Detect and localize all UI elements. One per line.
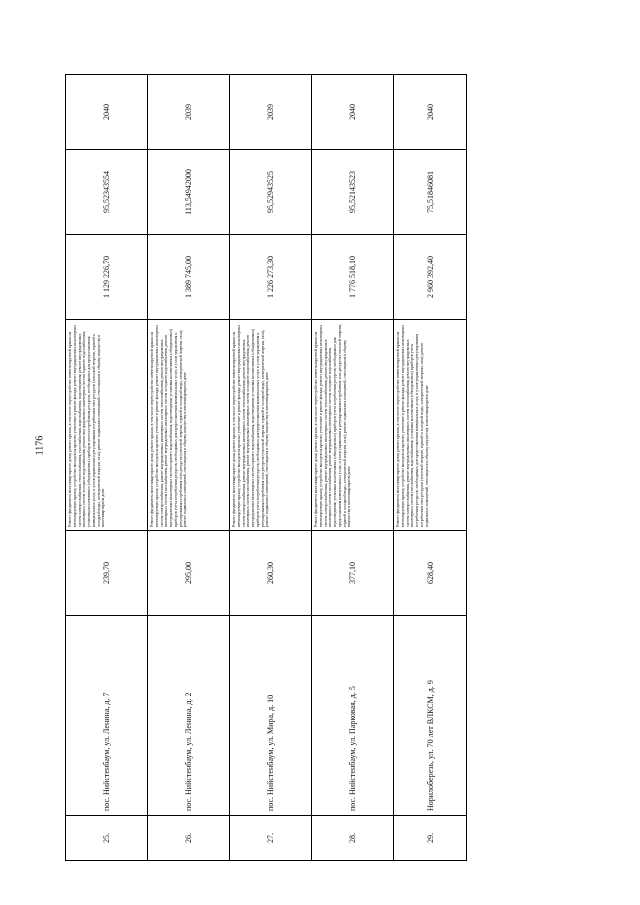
planned-year: 2040	[394, 75, 467, 150]
row-number: 25.	[66, 816, 148, 861]
building-address: пос. Нийстенбаум, ул. Ленина, д. 2	[148, 616, 230, 816]
building-area: 377,10	[312, 531, 394, 616]
planned-year: 2039	[230, 75, 312, 150]
building-area: 628,40	[394, 531, 467, 616]
cost-per-unit: 95,52143523	[312, 150, 394, 235]
planned-year: 2040	[66, 75, 148, 150]
repair-works: Ремонт фундамента многоквартирного дома; ремонт крыши, в том числе переустройство невентилируемой крыши на вентилируемую крышу, устройство выходов на кровлю; утепление и ремонт фасада; ремонт внутридомовых инженерных систем электроснабжения, теплоснабжения, газоснабжения, водоснабжения, водоотведения; ремонт внутридомовых инженерных систем холодного водоснабжения, ремонт внутридомовых инженерных систем горячего водоснабжения; установка коллективных (общедомовых) приборов учета потребления ресурсов, необходимых для предоставления коммунальных услуг, и узлов управления и регулирования потребления этих ресурсов (тепловой энергии, горячей и холодной воды, электрической энергии, газа); ремонт подвальных помещений, относящихся к общему имуществу в многоквартирном доме	[66, 320, 148, 531]
table-row	[312, 75, 394, 861]
repair-cost: 1 129 226,70	[66, 235, 148, 320]
cost-per-unit: 113,54942000	[148, 150, 230, 235]
building-area: 295,00	[148, 531, 230, 616]
repair-cost: 1 226 273,30	[230, 235, 312, 320]
cost-per-unit: 95,52343554	[66, 150, 148, 235]
page-number: 1176	[34, 435, 46, 456]
row-number: 28.	[312, 816, 394, 861]
planned-year: 2040	[312, 75, 394, 150]
repair-cost: 1 776 518,10	[312, 235, 394, 320]
repair-works: Ремонт фундамента многоквартирного дома; ремонт крыши, в том числе переустройство невентилируемой крыши на вентилируемую крышу, устройство выходов на кровлю; утепление и ремонт фасада; ремонт внутридомовых инженерных систем электроснабжения, ремонт внутридомовых инженерных систем теплоснабжения, ремонт внутридомовых инженерных систем газоснабжения, водоснабжения; установка коллективных (общедомовых) приборов учета потребления ресурсов, необходимых для предоставления коммунальных услуг, и узлов управления и регулирования потребления этих ресурсов (тепловой энергии, горячей и холодной воды, электрической энергии, газа); ремонт подвальных помещений, относящихся к общему имуществу в многоквартирном доме	[394, 320, 467, 531]
table-row	[230, 75, 312, 861]
table-row	[394, 75, 467, 861]
table-row	[148, 75, 230, 861]
planned-year: 2039	[148, 75, 230, 150]
repair-works: Ремонт фундамента многоквартирного дома; ремонт крыши, в том числе переустройство невентилируемой крыши на вентилируемую крышу, устройство выходов на кровлю; утепление и ремонт фасада; ремонт внутридомовых инженерных систем электроснабжения, ремонт внутридомовых инженерных систем теплоснабжения, ремонт внутридомовых инженерных систем газоснабжения, ремонт внутридомовых инженерных систем холодного водоснабжения, ремонт внутридомовых инженерных систем горячего водоснабжения, водоотведения; установка коллективных (общедомовых) приборов учета потребления ресурсов, необходимых для предоставления коммунальных услуг, и узлов управления и регулирования потребления этих ресурсов (тепловой энергии, горячей и холодной воды, электрической энергии, газа); ремонт подвальных помещений, относящихся к общему имуществу в многоквартирном доме	[148, 320, 230, 531]
building-address: пос. Нийстенбаум, ул. Ленина, д. 7	[66, 616, 148, 816]
row-number: 29.	[394, 816, 467, 861]
row-number: 26.	[148, 816, 230, 861]
rotated-table-container	[65, 75, 467, 861]
cost-per-unit: 75,51846081	[394, 150, 467, 235]
table-rotator	[65, 75, 467, 861]
repair-works: Ремонт фундамента многоквартирного дома; ремонт крыши, в том числе переустройство невентилируемой крыши на вентилируемую крышу, устройство выходов на кровлю; утепление и ремонт фасада; ремонт внутридомовых инженерных систем электроснабжения, ремонт внутридомовых инженерных систем теплоснабжения, ремонт внутридомовых инженерных систем газоснабжения, ремонт внутридомовых инженерных систем холодного водоснабжения, водоотведения; установка коллективных (общедомовых) приборов учета потребления ресурсов, необходимых для предоставления коммунальных услуг, и узлов управления и регулирования потребления этих ресурсов (тепловой энергии, горячей и холодной воды, электрической энергии, газа); ремонт подвальных помещений, относящихся к общему имуществу в многоквартирном доме	[312, 320, 394, 531]
repair-cost: 2 960 392,40	[394, 235, 467, 320]
building-address: пос. Нийстенбаум, ул. Парковая, д. 5	[312, 616, 394, 816]
building-area: 260,30	[230, 531, 312, 616]
repair-program-table	[65, 74, 467, 861]
row-number: 27.	[230, 816, 312, 861]
building-area: 239,70	[66, 531, 148, 616]
building-address: пос. Нийстенбаум, ул. Мира, д. 10	[230, 616, 312, 816]
building-address: Норилоберезь, ул. 70 лет ВЛКСМ, д. 9	[394, 616, 467, 816]
table-row	[66, 75, 148, 861]
repair-works: Ремонт фундамента многоквартирного дома; ремонт крыши, в том числе переустройство невентилируемой крыши на вентилируемую крышу, устройство выходов на кровлю; утепление и ремонт фасада; ремонт внутридомовых инженерных систем электроснабжения, ремонт внутридомовых инженерных систем теплоснабжения, ремонт внутридомовых инженерных систем газоснабжения, ремонт внутридомовых инженерных систем холодного водоснабжения, ремонт внутридомовых инженерных систем горячего водоснабжения, водоотведения; установка коллективных (общедомовых) приборов учета потребления ресурсов, необходимых для предоставления коммунальных услуг, и узлов управления и регулирования потребления этих ресурсов (тепловой энергии, горячей и холодной воды, электрической энергии, газа); ремонт подвальных помещений, относящихся к общему имуществу в многоквартирном доме	[230, 320, 312, 531]
cost-per-unit: 95,52943525	[230, 150, 312, 235]
repair-cost: 1 389 745,00	[148, 235, 230, 320]
